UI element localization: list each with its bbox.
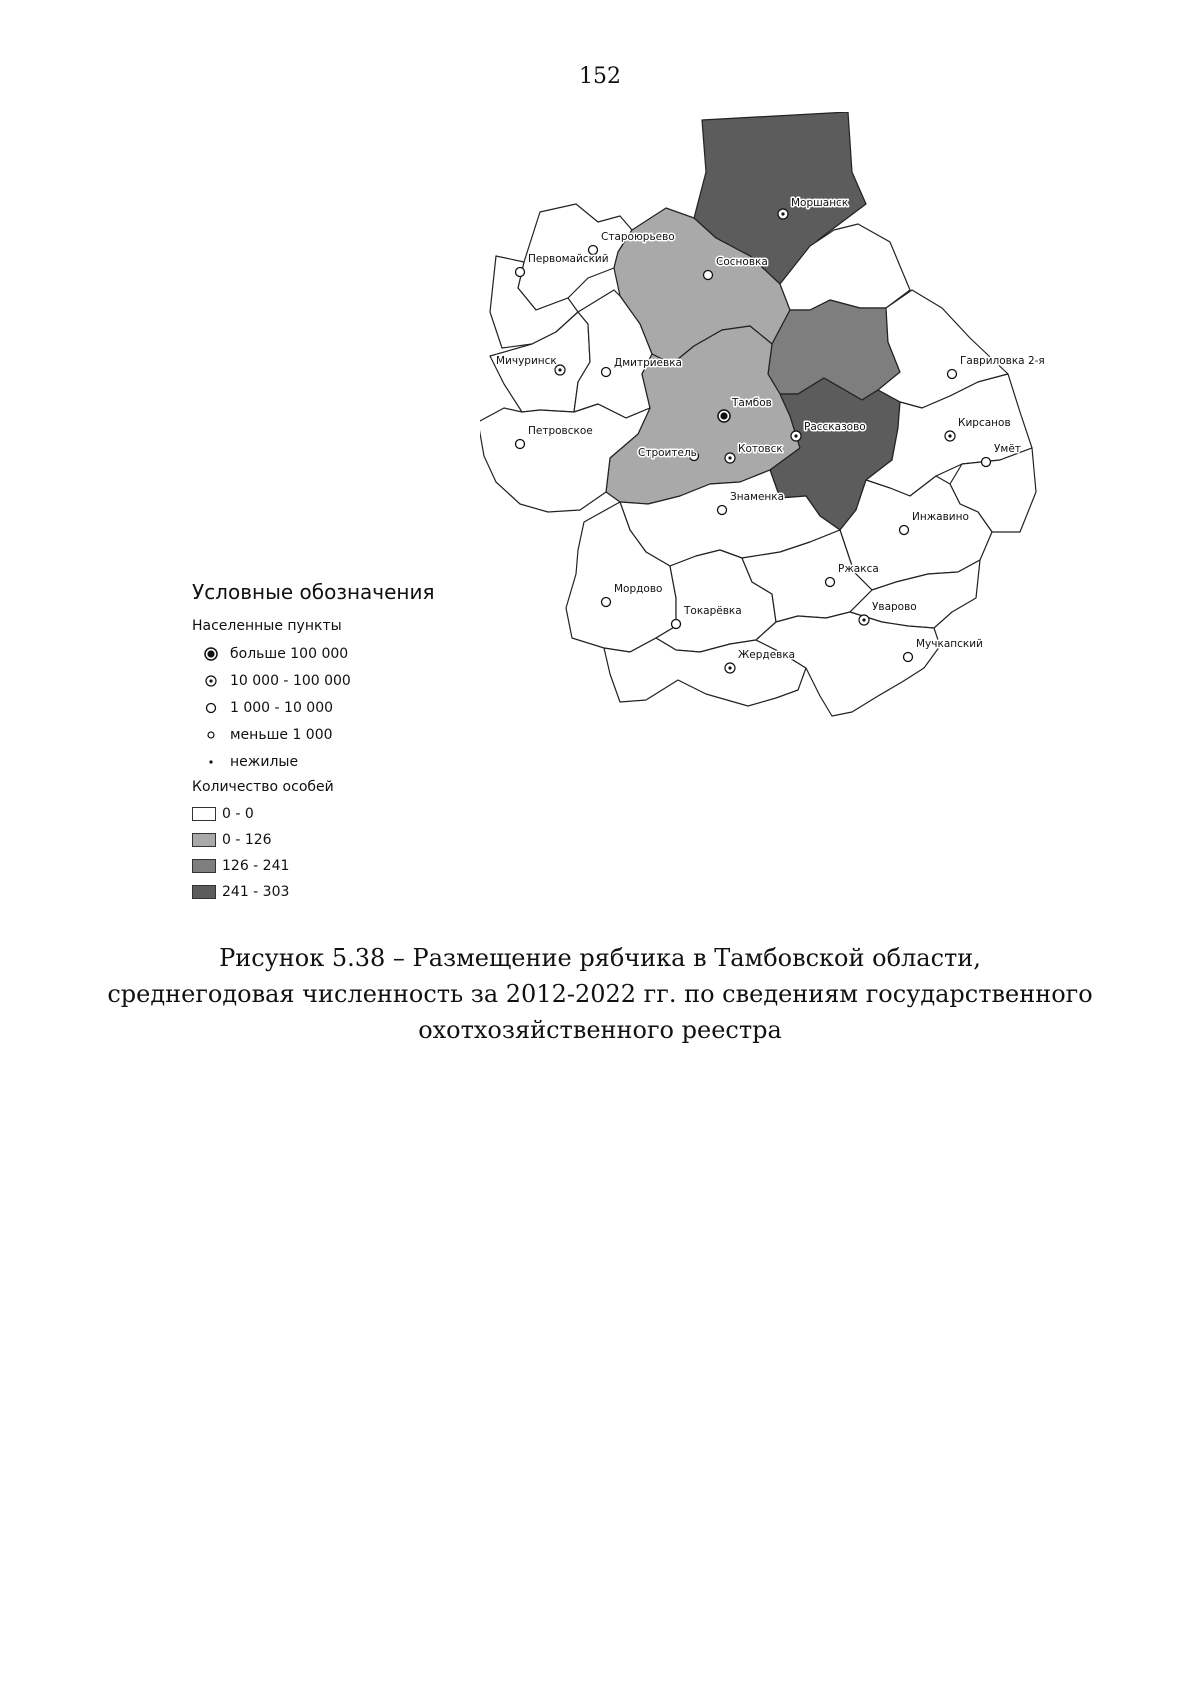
caption-line-3: охотхозяйственного реестра xyxy=(418,1016,782,1044)
legend-settlement-label: больше 100 000 xyxy=(230,645,349,662)
town-label: Котовск xyxy=(738,443,783,455)
legend-settlement-label: 10 000 - 100 000 xyxy=(230,672,351,689)
town-label: Ржакса xyxy=(838,563,879,575)
town-label: Петровское xyxy=(528,425,593,437)
town-marker xyxy=(638,447,699,461)
town-label: Кирсанов xyxy=(958,417,1011,429)
city-medium-icon xyxy=(203,673,219,689)
legend-settlement-row xyxy=(192,694,435,721)
legend-color-swatch xyxy=(192,859,216,873)
legend-settlements-title: Населенные пункты xyxy=(192,618,342,634)
legend-settlement-label: меньше 1 000 xyxy=(230,726,333,743)
legend-color-swatch xyxy=(192,833,216,847)
figure-caption xyxy=(0,940,1200,1048)
village-icon xyxy=(203,727,219,743)
legend-settlement-row xyxy=(192,721,435,748)
town-label: Жердевка xyxy=(738,649,796,661)
legend-count-row xyxy=(192,879,435,905)
town-label: Сосновка xyxy=(716,256,768,268)
legend-settlement-row xyxy=(192,640,435,667)
legend-settlement-row xyxy=(192,667,435,694)
page-number: 152 xyxy=(579,64,621,89)
legend-color-swatch xyxy=(192,885,216,899)
tambov-region-map xyxy=(480,112,1140,812)
uninhabited-icon xyxy=(203,754,219,770)
caption-line-2: среднегодовая численность за 2012-2022 гг. по сведениям государственного xyxy=(107,980,1093,1008)
legend-count-label: 126 - 241 xyxy=(222,858,290,874)
legend-count-row xyxy=(192,853,435,879)
town-label: Инжавино xyxy=(912,511,969,523)
map-legend xyxy=(192,580,435,905)
town-label: Мучкапский xyxy=(916,638,983,650)
town-label: Мордово xyxy=(614,583,663,595)
town-label: Строитель xyxy=(638,447,697,459)
city-large-icon xyxy=(203,646,219,662)
town-label: Рассказово xyxy=(804,421,866,433)
town-label: Токарёвка xyxy=(684,605,742,617)
legend-title: Условные обозначения xyxy=(192,580,435,604)
legend-settlement-label: 1 000 - 10 000 xyxy=(230,699,334,716)
legend-count-title: Количество особей xyxy=(192,779,334,795)
town-label: Уварово xyxy=(872,601,917,613)
legend-count-label: 241 - 303 xyxy=(222,884,290,900)
town-icon xyxy=(203,700,219,716)
caption-line-1: Рисунок 5.38 – Размещение рябчика в Тамбовской области, xyxy=(219,944,981,972)
legend-settlement-label: нежилые xyxy=(230,753,299,770)
town-label: Первомайский xyxy=(528,253,609,265)
legend-count-label: 0 - 126 xyxy=(222,832,272,848)
town-label: Дмитриевка xyxy=(614,357,682,369)
town-label: Тамбов xyxy=(732,397,772,409)
town-label: Моршанск xyxy=(791,197,849,209)
town-label: Знаменка xyxy=(730,491,785,503)
legend-settlement-row xyxy=(192,748,435,775)
legend-color-swatch xyxy=(192,807,216,821)
legend-count-row xyxy=(192,827,435,853)
town-label: Умёт xyxy=(994,443,1021,455)
town-label: Староюрьево xyxy=(601,231,675,243)
town-label: Мичуринск xyxy=(496,355,557,367)
legend-count-row xyxy=(192,801,435,827)
town-label: Гавриловка 2-я xyxy=(960,355,1045,367)
legend-count-label: 0 - 0 xyxy=(222,806,254,822)
